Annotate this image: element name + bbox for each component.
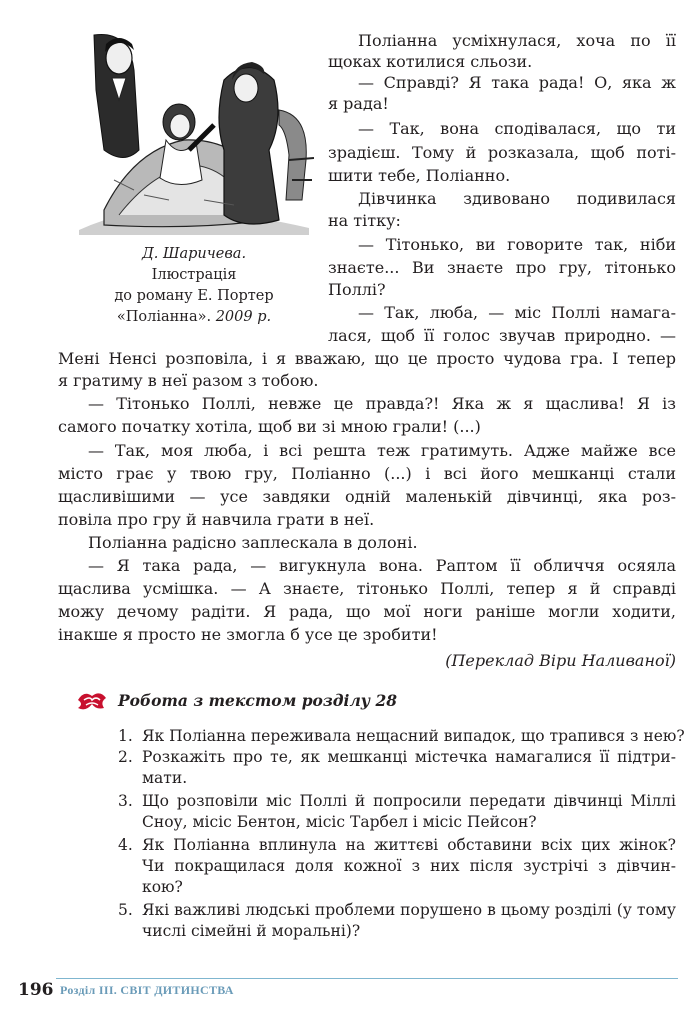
text-line: самого початку хотіла, щоб ви зі мною грали! (...) — [58, 417, 481, 436]
text-line: можу дечому радіти. Я рада, що мої ноги раніше могли ходити, — [58, 602, 676, 621]
text-line: — Так, моя люба, і всі решта теж гратимуть. Адже майже все — [88, 441, 676, 460]
question-number: 5. — [118, 901, 133, 919]
question-number: 2. — [118, 748, 133, 766]
question-number: 1. — [118, 727, 133, 745]
question-number: 3. — [118, 792, 133, 810]
text-line: Мені Ненсі розповіла, і я вважаю, що це просто чудова гра. І тепер — [58, 349, 676, 368]
caption-line-3: до роману Е. Портер — [114, 288, 274, 304]
question-line: числі сімейні й моральні)? — [142, 922, 361, 940]
text-line: інакше я просто не змогла б усе це зробити! — [58, 625, 438, 644]
question-number: 4. — [118, 836, 133, 854]
text-line: місто грає у твою гру, Поліанно (...) і всі його мешканці стали — [58, 464, 676, 483]
question-line: Що розповіли міс Поллі й попросили передати дівчинці Міллі — [142, 792, 676, 810]
text-line: повіла про гру й навчила грати в неї. — [58, 510, 375, 529]
text-line: зрадієш. Тому й розказала, щоб поті- — [328, 143, 676, 162]
question-line: Як Поліанна вплинула на життєві обставини всіх цих жінок? — [142, 836, 676, 854]
text-line: знаєте... Ви знаєте про гру, тітонько — [328, 258, 676, 277]
question-line: Як Поліанна переживала нещасний випадок, що трапився з нею? — [142, 727, 685, 745]
caption-title: «Поліанна». — [116, 309, 212, 325]
text-line: Поллі? — [328, 280, 386, 299]
caption-author: Д. Шаричева. — [141, 246, 247, 262]
caption-line-2: Ілюстрація — [151, 267, 237, 283]
text-line: щасливішими — усе завдяки одній маленькій дівчинці, яка роз- — [58, 487, 676, 506]
text-line: — Тітонько, ви говорите так, ніби — [358, 235, 676, 254]
question-line: Чи покращилася доля кожної з них після зустрічі з дівчин- — [142, 857, 676, 875]
question-line: мати. — [142, 769, 188, 787]
footer-section-label: Розділ III. СВІТ ДИТИНСТВА — [60, 983, 234, 997]
family-scene-illustration — [74, 30, 314, 235]
text-line: на тітку: — [328, 211, 401, 230]
text-line: Поліанна усміхнулася, хоча по її — [358, 31, 676, 50]
text-line: — Так, люба, — міс Поллі намага- — [358, 303, 676, 322]
section-title: Робота з текстом розділу 28 — [118, 691, 398, 710]
text-line: я гратиму в неї разом з тобою. — [58, 371, 319, 390]
text-line: лася, щоб її голос звучав природно. — — [328, 326, 676, 345]
question-line: Які важливі людські проблеми порушено в цьому розділі (у тому — [142, 901, 676, 919]
footer-divider — [56, 978, 678, 979]
text-line: шити тебе, Поліанно. — [328, 166, 511, 185]
text-line: — Я така рада, — вигукнула вона. Раптом її обличчя осяяла — [88, 556, 676, 575]
text-line: — Справді? Я така рада! О, яка ж — [358, 73, 676, 92]
question-line: Сноу, місіс Бентон, місіс Тарбел і місіс Пейсон? — [142, 813, 537, 831]
illustration-caption — [56, 244, 332, 328]
translation-credit: (Переклад Віри Наливаної) — [445, 651, 676, 670]
text-line: Дівчинка здивовано подивилася — [358, 189, 676, 208]
question-line: кою? — [142, 878, 183, 896]
flower-icon — [74, 688, 110, 712]
text-line: щаслива усмішка. — А знаєте, тітонько Поллі, тепер я й справді — [58, 579, 676, 598]
text-line: щоках котилися сльози. — [328, 52, 533, 71]
question-line: Розкажіть про те, як мешканці містечка намагалися її підтри- — [142, 748, 676, 766]
page-number: 196 — [18, 980, 54, 1000]
text-line: Поліанна радісно заплескала в долоні. — [88, 533, 418, 552]
caption-year: 2009 р. — [215, 309, 272, 325]
text-line: — Так, вона сподівалася, що ти — [358, 119, 676, 138]
text-line: я рада! — [328, 94, 389, 113]
text-line: — Тітонько Поллі, невже це правда?! Яка ж я щаслива! Я із — [88, 394, 676, 413]
